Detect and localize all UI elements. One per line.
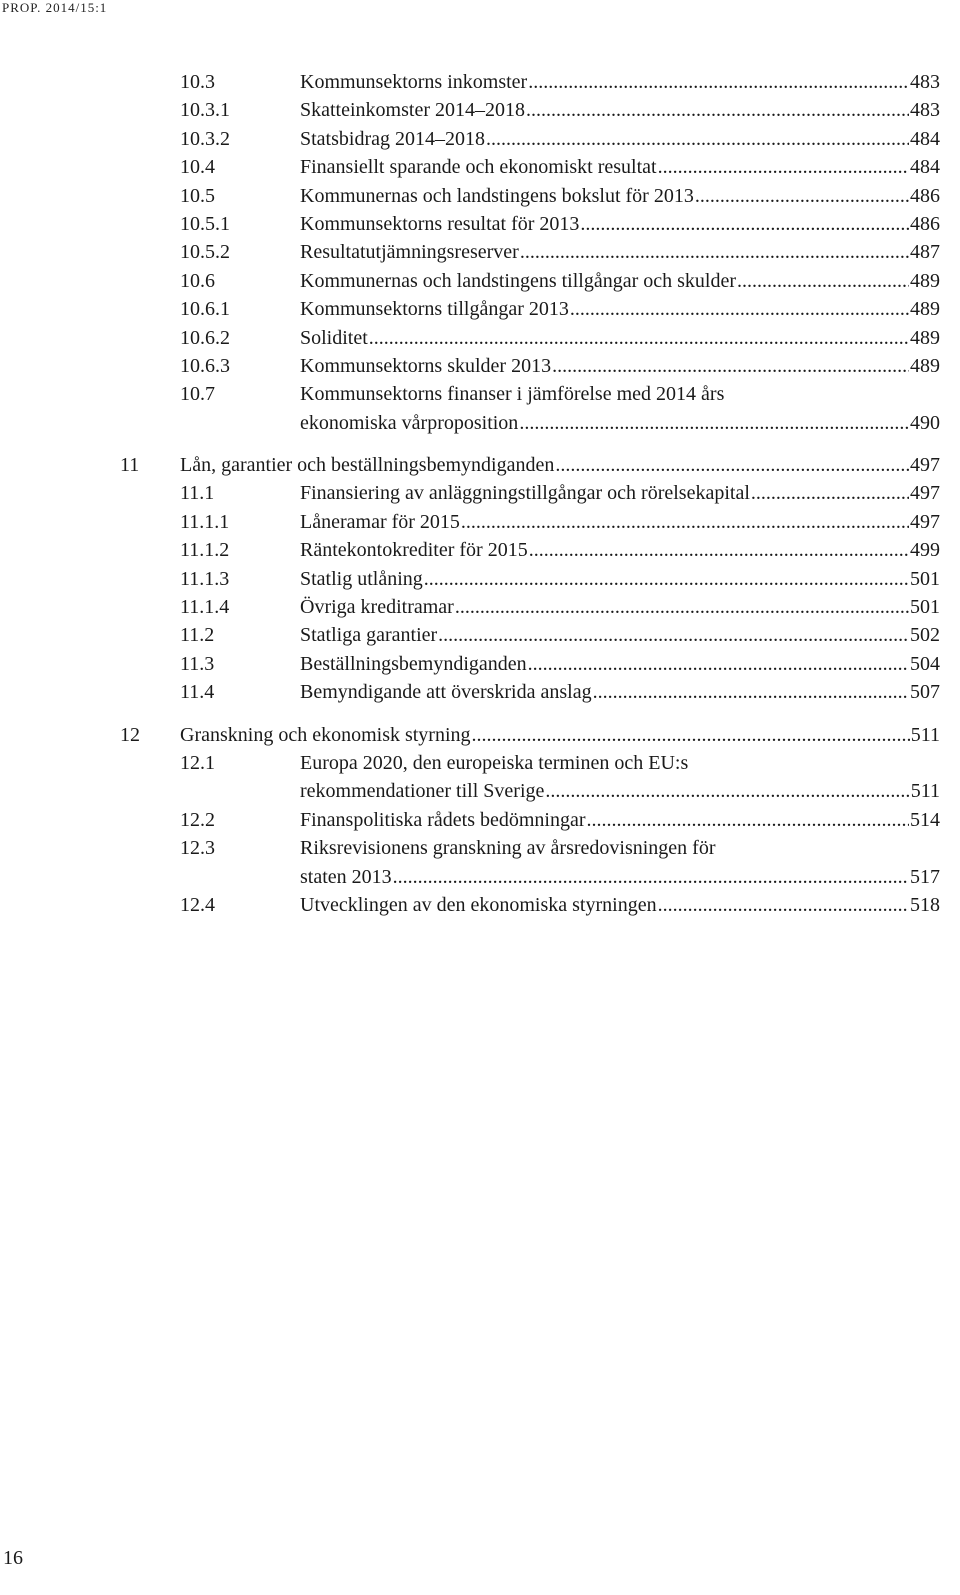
dot-leader <box>461 508 909 536</box>
toc-title: Kommunernas och landstingens bokslut för 2013 <box>300 184 694 207</box>
toc-chapter-entry[interactable] <box>0 721 960 749</box>
toc-entry[interactable] <box>0 565 960 593</box>
toc-title: staten 2013 <box>300 865 392 888</box>
toc-title: Räntekontokrediter för 2015 <box>300 539 528 562</box>
toc-page-number: 501 <box>910 596 940 619</box>
toc-title: Statlig utlåning <box>300 567 423 590</box>
toc-number: 11.1.4 <box>180 596 230 619</box>
toc-page-number: 511 <box>910 780 940 803</box>
toc-number: 11.4 <box>180 681 215 704</box>
dot-leader <box>519 409 909 437</box>
dot-leader <box>587 806 909 834</box>
toc-entry[interactable] <box>0 749 960 806</box>
toc-number: 11.1 <box>180 482 215 505</box>
toc-page-number: 502 <box>910 624 940 647</box>
toc-number: 12.2 <box>180 808 215 831</box>
toc-entry[interactable] <box>0 479 960 507</box>
toc-entry[interactable] <box>0 352 960 380</box>
dot-leader <box>369 324 909 352</box>
toc-page-number: 489 <box>910 269 940 292</box>
table-of-contents <box>0 68 960 919</box>
toc-number: 10.6.2 <box>180 326 230 349</box>
dot-leader <box>520 238 909 266</box>
toc-entry[interactable] <box>0 508 960 536</box>
toc-number: 11.1.3 <box>180 567 230 590</box>
toc-number: 11.3 <box>180 652 215 675</box>
toc-title: Statliga garantier <box>300 624 438 647</box>
toc-page-number: 511 <box>910 723 940 746</box>
toc-entry[interactable] <box>0 891 960 919</box>
toc-number: 10.3.2 <box>180 127 230 150</box>
toc-entry[interactable] <box>0 650 960 678</box>
toc-number: 10.7 <box>180 383 215 406</box>
toc-number: 11.1.1 <box>180 510 230 533</box>
toc-title: Beställningsbemyndiganden <box>300 652 527 675</box>
toc-title: Finansiering av anläggningstillgångar och rörelsekapital <box>300 482 750 505</box>
toc-page-number: 517 <box>910 865 940 888</box>
toc-entry[interactable] <box>0 182 960 210</box>
toc-title: Statsbidrag 2014–2018 <box>300 127 485 150</box>
toc-number: 11.2 <box>180 624 215 647</box>
toc-number: 12.3 <box>180 837 215 860</box>
toc-entry[interactable] <box>0 295 960 323</box>
toc-page-number: 501 <box>910 567 940 590</box>
dot-leader <box>528 650 909 678</box>
toc-page-number: 518 <box>910 893 940 916</box>
running-head: PROP. 2014/15:1 <box>2 0 108 15</box>
toc-entry[interactable] <box>0 834 960 891</box>
toc-title-line-1: Riksrevisionens granskning av årsredovisningen för <box>300 837 716 860</box>
toc-title: Kommunsektorns tillgångar 2013 <box>300 298 569 321</box>
toc-title: Finanspolitiska rådets bedömningar <box>300 808 586 831</box>
toc-entry[interactable] <box>0 380 960 437</box>
toc-entry[interactable] <box>0 96 960 124</box>
toc-number: 12.4 <box>180 893 215 916</box>
toc-number: 10.6 <box>180 269 215 292</box>
toc-page-number: 490 <box>910 411 940 434</box>
dot-leader <box>526 96 909 124</box>
toc-entry[interactable] <box>0 678 960 706</box>
toc-title: Kommunsektorns inkomster <box>300 71 528 93</box>
dot-leader <box>393 863 909 891</box>
toc-entry[interactable] <box>0 153 960 181</box>
toc-page-number: 507 <box>910 681 940 704</box>
toc-title: Utvecklingen av den ekonomiska styrningen <box>300 893 657 916</box>
toc-title: Lån, garantier och beställningsbemyndiganden <box>180 454 555 477</box>
toc-entry[interactable] <box>0 324 960 352</box>
dot-leader <box>529 536 909 564</box>
dot-leader <box>552 352 909 380</box>
toc-title: Resultatutjämningsreserver <box>300 241 519 264</box>
toc-entry[interactable] <box>0 621 960 649</box>
toc-number: 11.1.2 <box>180 539 230 562</box>
toc-title: Skatteinkomster 2014–2018 <box>300 99 525 122</box>
dot-leader <box>472 721 910 749</box>
toc-entry[interactable] <box>0 267 960 295</box>
toc-page-number: 483 <box>910 71 940 93</box>
toc-page-number: 489 <box>910 326 940 349</box>
dot-leader <box>658 891 909 919</box>
toc-title: Kommunernas och landstingens tillgångar och skulder <box>300 269 737 292</box>
dot-leader <box>424 565 909 593</box>
toc-entry[interactable] <box>0 238 960 266</box>
toc-number: 10.3 <box>180 71 215 93</box>
toc-title-line-1: Europa 2020, den europeiska terminen och EU:s <box>300 752 689 774</box>
toc-entry[interactable] <box>0 806 960 834</box>
toc-title: Kommunsektorns skulder 2013 <box>300 354 552 377</box>
toc-title: Låneramar för 2015 <box>300 510 460 533</box>
dot-leader <box>593 678 909 706</box>
toc-entry[interactable] <box>0 536 960 564</box>
toc-title: Finansiellt sparande och ekonomiskt resultat <box>300 156 657 179</box>
toc-page-number: 484 <box>910 156 940 179</box>
toc-page-number: 499 <box>910 539 940 562</box>
toc-chapter-entry[interactable] <box>0 451 960 479</box>
toc-number: 10.5 <box>180 184 215 207</box>
toc-page-number: 486 <box>910 184 940 207</box>
toc-entry[interactable] <box>0 125 960 153</box>
toc-page-number: 497 <box>910 482 940 505</box>
dot-leader <box>737 267 909 295</box>
dot-leader <box>570 295 909 323</box>
dot-leader <box>438 621 909 649</box>
dot-leader <box>695 182 909 210</box>
toc-entry[interactable] <box>0 210 960 238</box>
dot-leader <box>751 479 909 507</box>
dot-leader <box>528 68 909 96</box>
toc-title: Bemyndigande att överskrida anslag <box>300 681 592 704</box>
toc-title: rekommendationer till Sverige <box>300 780 545 803</box>
toc-number: 10.4 <box>180 156 215 179</box>
toc-number: 10.3.1 <box>180 99 230 122</box>
toc-title-line-1: Kommunsektorns finanser i jämförelse med 2014 års <box>300 383 725 406</box>
toc-page-number: 514 <box>910 808 940 831</box>
dot-leader <box>555 451 909 479</box>
toc-number: 10.5.1 <box>180 212 230 235</box>
toc-page-number: 487 <box>910 241 940 264</box>
toc-page-number: 484 <box>910 127 940 150</box>
toc-title: ekonomiska vårproposition <box>300 411 519 434</box>
toc-title: Övriga kreditramar <box>300 596 454 619</box>
toc-entry[interactable] <box>0 68 960 96</box>
toc-page-number: 497 <box>910 454 940 477</box>
toc-page-number: 486 <box>910 212 940 235</box>
toc-page-number: 489 <box>910 298 940 321</box>
page-number: 16 <box>3 1547 23 1569</box>
toc-page-number: 497 <box>910 510 940 533</box>
toc-entry[interactable] <box>0 593 960 621</box>
toc-number: 10.5.2 <box>180 241 230 264</box>
toc-title: Kommunsektorns resultat för 2013 <box>300 212 580 235</box>
dot-leader <box>455 593 909 621</box>
toc-number: 11 <box>120 454 140 477</box>
dot-leader <box>545 777 909 805</box>
dot-leader <box>580 210 909 238</box>
toc-title: Soliditet <box>300 326 368 349</box>
dot-leader <box>658 153 909 181</box>
dot-leader <box>486 125 909 153</box>
toc-title: Granskning och ekonomisk styrning <box>180 723 471 746</box>
toc-number: 12.1 <box>180 752 215 774</box>
toc-number: 10.6.1 <box>180 298 230 321</box>
toc-page-number: 483 <box>910 99 940 122</box>
toc-number: 12 <box>120 723 140 746</box>
toc-page-number: 504 <box>910 652 940 675</box>
toc-number: 10.6.3 <box>180 354 230 377</box>
toc-page-number: 489 <box>910 354 940 377</box>
